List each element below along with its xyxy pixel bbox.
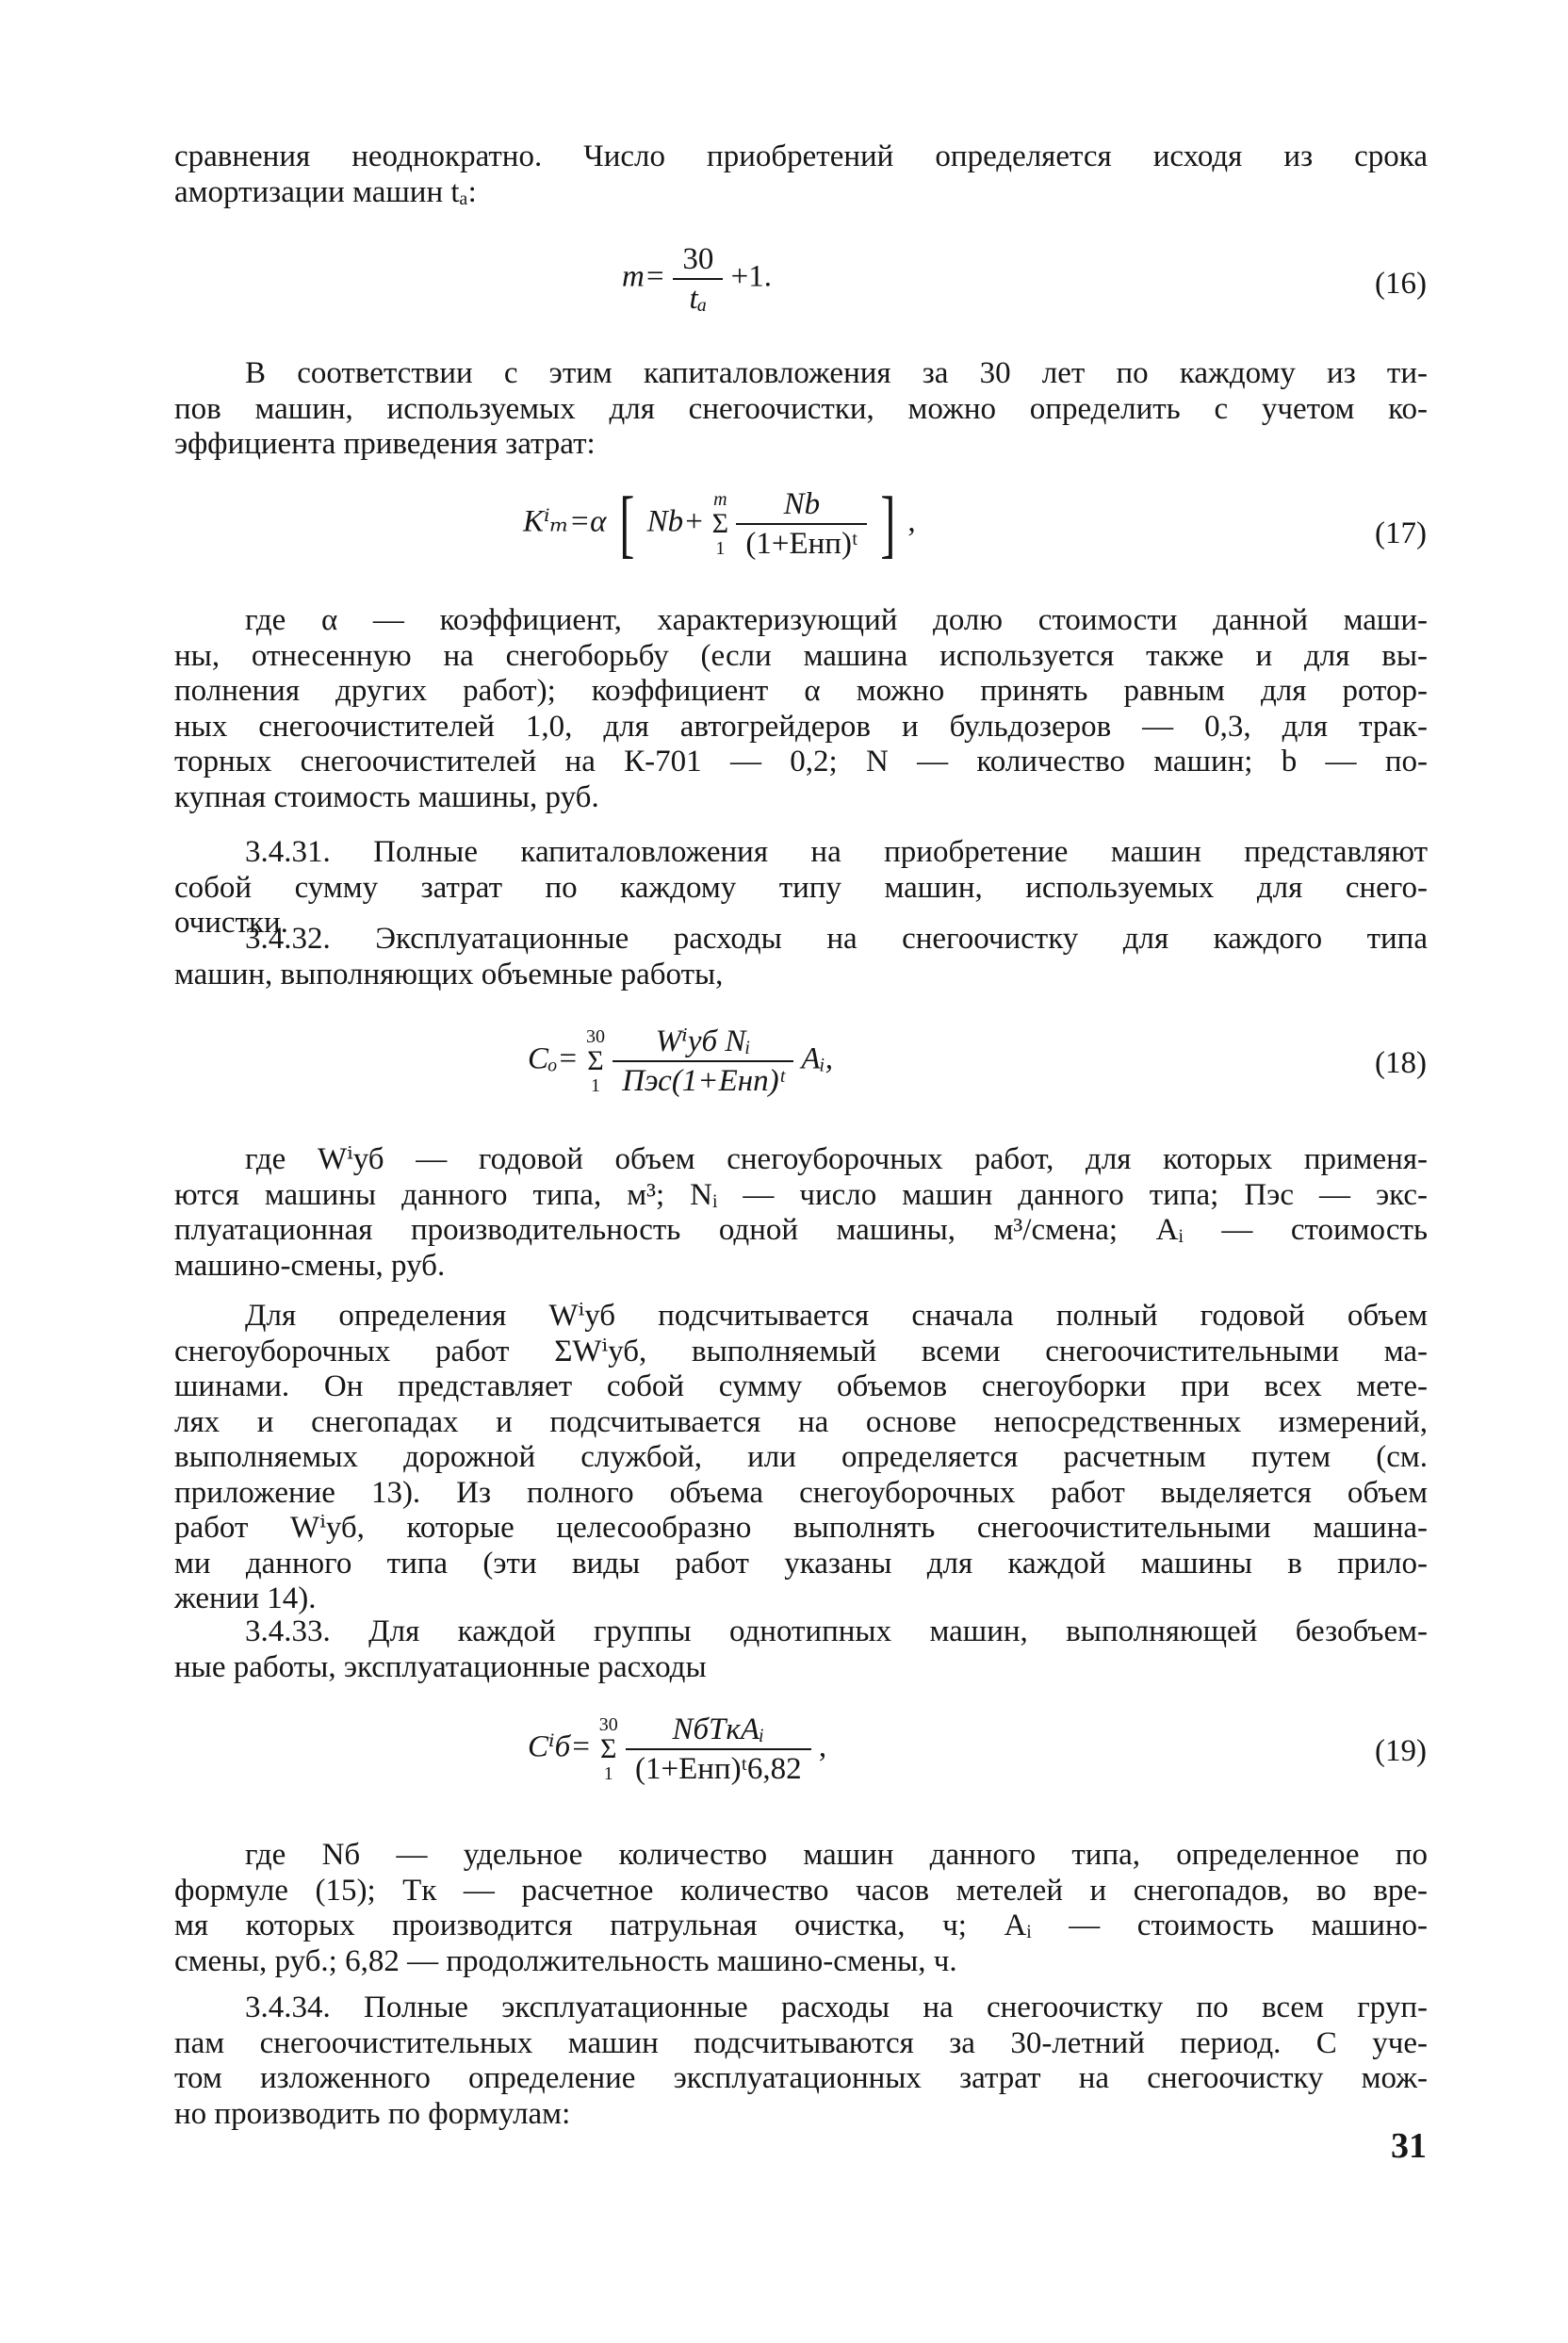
fraction [612, 1023, 793, 1100]
text-line: амортизации машин tₐ: [174, 174, 477, 209]
summation [599, 1714, 618, 1784]
text-line: купная стоимость машины, руб. [174, 779, 599, 814]
formula-rhs: +1. [730, 259, 772, 294]
left-bracket: [ [619, 483, 635, 565]
text-line: приложение 13). Из полного объема снегоуборочных работ выделяется объем [174, 1475, 1428, 1510]
fraction-denominator: (1+Eнп)ᵗ [745, 527, 858, 561]
text-line: ных снегоочистителей 1,0, для автогрейдеров и бульдозеров — 0,3, для трак- [174, 709, 1428, 744]
summation [586, 1026, 605, 1096]
sum-upper-limit: 30 [585, 1026, 605, 1047]
equation-number-16: (16) [1375, 267, 1427, 301]
sum-upper-limit: m [713, 489, 727, 510]
text-line: машино-смены, руб. [174, 1248, 446, 1283]
text-line: лях и снегопадах и подсчитывается на основе непосредственных измерений, [174, 1404, 1428, 1439]
text-line: плуатационная производительность одной машины, м³/смена; Aᵢ — стоимость [174, 1213, 1428, 1247]
sum-lower-limit: 1 [603, 1763, 613, 1784]
page-number: 31 [1391, 2126, 1427, 2166]
text-line: ны, отнесенную на снегоборьбу (если машина используется также и для вы- [174, 638, 1428, 673]
paragraph-3 [174, 603, 1428, 815]
text-line: ные работы, эксплуатационные расходы [174, 1649, 707, 1684]
formula-lhs: m= [622, 259, 666, 294]
fraction-numerator: NбTкAᵢ [626, 1711, 811, 1750]
right-bracket: ] [879, 483, 895, 565]
formula-tail: , [907, 504, 916, 539]
fraction-denominator: Пэс(1+Eнп)ᵗ [622, 1064, 785, 1098]
text-line: 3.4.32. Эксплуатационные расходы на снегоочистку для каждого типа [245, 922, 1428, 956]
sum-lower-limit: 1 [715, 538, 726, 559]
text-line: торных снегоочистителей на К-701 — 0,2; N — количество машин; b — по- [174, 745, 1428, 778]
formula-lhs: Cⁱб= [528, 1729, 592, 1764]
formula-18 [528, 1023, 833, 1100]
text-line: снегоуборочных работ ΣWⁱуб, выполняемый всеми снегоочистительными ма- [174, 1334, 1428, 1368]
fraction [736, 485, 867, 563]
text-line: машин, выполняющих объемные работы, [174, 957, 724, 991]
formula-16 [622, 240, 772, 318]
fraction-numerator: 30 [673, 240, 723, 280]
text-line: формуле (15); Tк — расчетное количество часов метелей и снегопадов, во вре- [174, 1873, 1428, 1908]
formula-tail: , [818, 1729, 827, 1764]
text-line: эффициента приведения затрат: [174, 427, 596, 461]
paragraph-9 [174, 1838, 1428, 1979]
paragraph-2 [174, 356, 1428, 463]
paragraph-1 [174, 139, 1428, 210]
text-line: ются машины данного типа, м³; Nᵢ — число машин данного типа; Пэс — экс- [174, 1177, 1428, 1212]
formula-lhs: Cₒ= [528, 1041, 579, 1076]
text-line: ми данного типа (эти виды работ указаны для каждой машины в прило- [174, 1546, 1428, 1581]
fraction [673, 240, 723, 318]
sigma-symbol: Σ [600, 1733, 617, 1764]
summation [712, 489, 728, 559]
formula-17 [523, 485, 916, 563]
formula-19 [528, 1711, 826, 1788]
formula-tail: Aᵢ, [801, 1041, 834, 1076]
text-line: шинами. Он представляет собой сумму объемов снегоуборки при всех мете- [174, 1369, 1428, 1403]
text-line: 3.4.33. Для каждой группы однотипных машин, выполняющей безобъем- [245, 1614, 1428, 1648]
text-line: мя которых производится патрульная очистка, ч; Aᵢ — стоимость машино- [174, 1909, 1428, 1942]
fraction-numerator: Wⁱуб Nᵢ [612, 1023, 793, 1062]
text-line: где Nб — удельное количество машин данного типа, определенное по [245, 1838, 1428, 1872]
equation-number-18: (18) [1375, 1046, 1427, 1080]
text-line: выполняемых дорожной службой, или определяется расчетным путем (см. [174, 1440, 1428, 1474]
text-line: где α — коэффициент, характеризующий долю стоимости данной маши- [245, 603, 1428, 637]
text-line: том изложенного определение эксплуатационных затрат на снегоочистку мож- [174, 2061, 1428, 2095]
text-line: пов машин, используемых для снегоочистки, можно определить с учетом ко- [174, 391, 1428, 426]
text-line: но производить по формулам: [174, 2096, 571, 2131]
fraction-denominator: tₐ [689, 282, 708, 316]
equation-number-19: (19) [1375, 1734, 1427, 1768]
formula-term: Nb+ [646, 504, 705, 539]
text-line: Для определения Wⁱуб подсчитывается сначала полный годовой объем [245, 1299, 1428, 1333]
text-line: полнения других работ); коэффициент α можно принять равным для ротор- [174, 674, 1428, 708]
sum-upper-limit: 30 [598, 1714, 618, 1735]
text-line: 3.4.31. Полные капиталовложения на приобретение машин представляют [245, 835, 1428, 869]
text-line: жении 14). [174, 1581, 317, 1615]
fraction-denominator: (1+Eнп)ᵗ6,82 [635, 1752, 802, 1786]
sigma-symbol: Σ [587, 1045, 604, 1076]
equation-number-17: (17) [1375, 516, 1427, 550]
fraction [626, 1711, 811, 1788]
text-line: смены, руб.; 6,82 — продолжительность машино-смены, ч. [174, 1943, 957, 1978]
paragraph-7 [174, 1299, 1428, 1617]
text-line: работ Wⁱуб, которые целесообразно выполнять снегоочистительными машина- [174, 1511, 1428, 1545]
paragraph-6 [174, 1142, 1428, 1284]
paragraph-5 [174, 922, 1428, 992]
text-line: где Wⁱуб — годовой объем снегоуборочных работ, для которых применя- [245, 1142, 1428, 1176]
text-line: 3.4.34. Полные эксплуатационные расходы на снегоочистку по всем груп- [245, 1991, 1428, 2024]
fraction-numerator: Nb [736, 485, 867, 525]
text-line: очистки. [174, 906, 288, 940]
text-line: пам снегоочистительных машин подсчитываются за 30-летний период. С уче- [174, 2025, 1428, 2060]
text-line: сравнения неоднократно. Число приобретений определяется исходя из срока [174, 139, 1428, 173]
formula-lhs: Kⁱₘ=α [523, 504, 607, 539]
paragraph-10 [174, 1991, 1428, 2132]
sum-lower-limit: 1 [590, 1075, 600, 1096]
paragraph-8 [174, 1614, 1428, 1685]
text-line: собой сумму затрат по каждому типу машин, используемых для снего- [174, 870, 1428, 905]
sigma-symbol: Σ [711, 508, 729, 539]
text-line: В соответствии с этим капиталовложения за 30 лет по каждому из ти- [245, 356, 1428, 390]
